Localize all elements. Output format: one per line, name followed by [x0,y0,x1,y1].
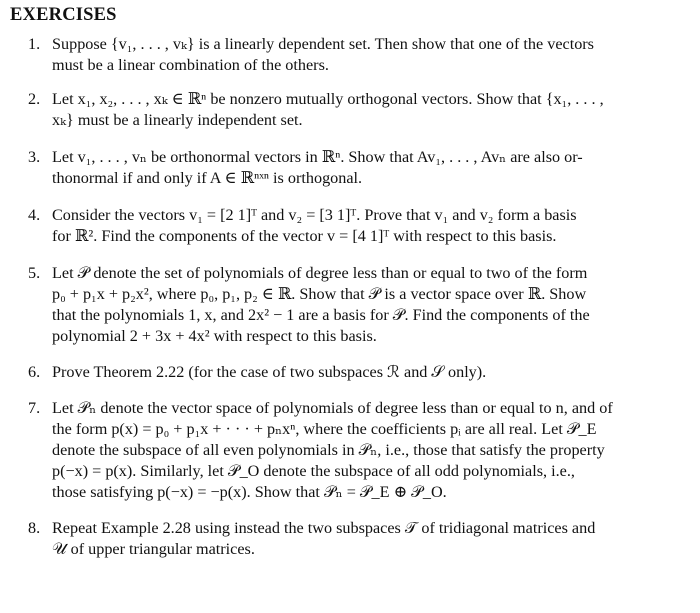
exercise-text-line: Consider the vectors v₁ = [2 1]ᵀ and v₂ = [3 1]ᵀ. Prove that v₁ and v₂ form a basis [52,206,577,224]
exercise-text-line: Let x₁, x₂, . . . , xₖ ∈ ℝⁿ be nonzero mutually orthogonal vectors. Show that {x₁, . . . , [52,90,604,108]
exercise-text-line: thonormal if and only if A ∈ ℝⁿˣⁿ is orthogonal. [52,169,363,187]
exercise-item [10,398,686,503]
exercise-text-line: those satisfying p(−x) = −p(x). Show that 𝒫ₙ = 𝒫_E ⊕ 𝒫_O. [52,483,447,501]
exercise-text-line: Prove Theorem 2.22 (for the case of two subspaces ℛ and 𝒮 only). [52,363,487,381]
exercise-text-line: Let v₁, . . . , vₙ be orthonormal vectors in ℝⁿ. Show that Av₁, . . . , Avₙ are also or- [52,148,583,166]
exercise-text-line: for ℝ². Find the components of the vector v = [4 1]ᵀ with respect to this basis. [52,227,557,245]
exercise-text-line: 𝒰 of upper triangular matrices. [52,540,255,558]
exercise-text-line: Repeat Example 2.28 using instead the two subspaces 𝒯 of tridiagonal matrices and [52,519,596,537]
exercise-list [10,34,686,560]
exercise-item [10,263,686,347]
exercise-number: 6. [28,363,41,381]
exercise-text-line: that the polynomials 1, x, and 2x² − 1 are a basis for 𝒫. Find the components of the [52,306,590,324]
exercise-number: 4. [28,206,41,224]
exercise-item [10,205,686,247]
section-heading: EXERCISES [10,5,117,25]
exercise-number: 1. [28,35,41,53]
exercise-number: 2. [28,90,41,108]
exercise-text-line: denote the subspace of all even polynomials in 𝒫ₙ, i.e., those that satisfy the property [52,441,605,459]
exercise-text-line: must be a linear combination of the others. [52,56,329,74]
exercise-text-line: polynomial 2 + 3x + 4x² with respect to this basis. [52,327,377,345]
exercise-item [10,34,686,76]
exercise-number: 5. [28,264,41,282]
exercise-text-line: p₀ + p₁x + p₂x², where p₀, p₁, p₂ ∈ ℝ. Show that 𝒫 is a vector space over ℝ. Show [52,285,587,303]
exercise-text-line: Let 𝒫 denote the set of polynomials of degree less than or equal to two of the form [52,264,588,282]
exercise-text-line: Suppose {v₁, . . . , vₖ} is a linearly dependent set. Then show that one of the vectors [52,35,594,53]
exercise-text-line: p(−x) = p(x). Similarly, let 𝒫_O denote the subspace of all odd polynomials, i.e., [52,462,575,480]
exercise-item [10,147,686,189]
exercise-number: 8. [28,519,41,537]
exercise-text-line: the form p(x) = p₀ + p₁x + · · · + pₙxⁿ, where the coefficients pᵢ are all real. Let 𝒫_E [52,420,597,438]
exercise-number: 3. [28,148,41,166]
exercise-item [10,518,686,560]
exercise-item [10,89,686,131]
exercise-item [10,362,686,383]
exercise-number: 7. [28,399,41,417]
exercise-text-line: xₖ} must be a linearly independent set. [52,111,303,129]
exercise-text-line: Let 𝒫ₙ denote the vector space of polynomials of degree less than or equal to n, and of [52,399,613,417]
